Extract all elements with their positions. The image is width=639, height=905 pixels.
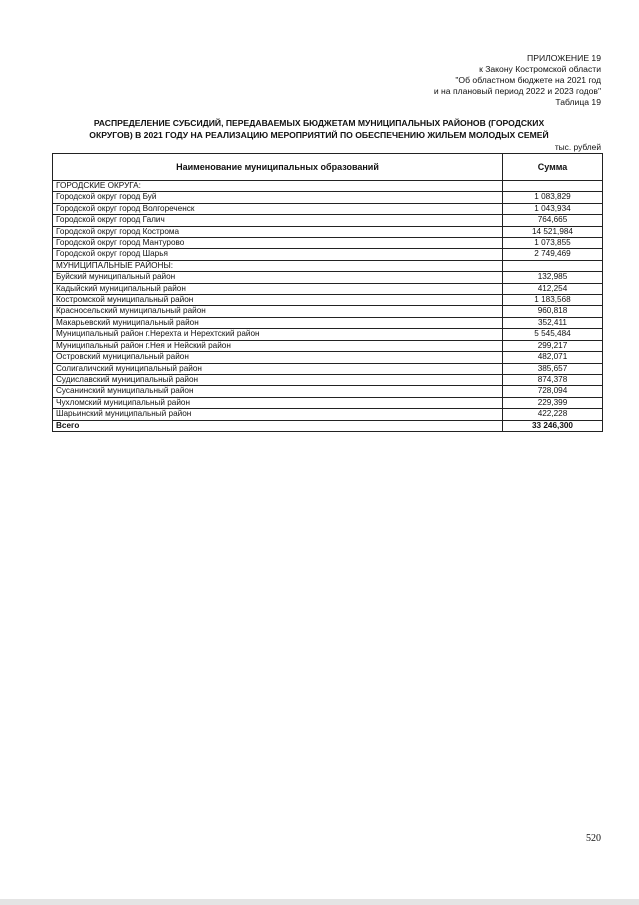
table-row [53, 374, 603, 385]
table-row [53, 181, 603, 192]
row-sum: 2 749,469 [503, 249, 603, 260]
appendix-line: "Об областном бюджете на 2021 год [455, 75, 601, 85]
units-label: тыс. рублей [554, 142, 601, 152]
row-name: Островский муниципальный район [53, 352, 503, 363]
total-label: Всего [53, 420, 503, 431]
row-sum: 422,228 [503, 409, 603, 420]
row-sum: 960,818 [503, 306, 603, 317]
row-sum [503, 260, 603, 271]
total-row [53, 420, 603, 431]
row-name: Макарьевский муниципальный район [53, 317, 503, 328]
row-sum: 1 073,855 [503, 238, 603, 249]
appendix-header [434, 53, 601, 108]
table-row [53, 260, 603, 271]
table-row [53, 295, 603, 306]
table-row [53, 192, 603, 203]
title-line-2: ОКРУГОВ) В 2021 ГОДУ НА РЕАЛИЗАЦИЮ МЕРОПРИЯТИЙ ПО ОБЕСПЕЧЕНИЮ ЖИЛЬЕМ МОЛОДЫХ СЕМЕЙ [89, 129, 549, 140]
row-name: Городской округ город Мантурово [53, 238, 503, 249]
row-sum: 352,411 [503, 317, 603, 328]
table-header-row [53, 154, 603, 181]
row-sum: 1 083,829 [503, 192, 603, 203]
row-name: Кадыйский муниципальный район [53, 283, 503, 294]
row-name: Костромской муниципальный район [53, 295, 503, 306]
row-sum: 482,071 [503, 352, 603, 363]
row-name: Судиславский муниципальный район [53, 374, 503, 385]
row-sum: 1 183,568 [503, 295, 603, 306]
table-row [53, 215, 603, 226]
row-sum: 1 043,934 [503, 203, 603, 214]
row-name: Городской округ город Шарья [53, 249, 503, 260]
row-sum: 874,378 [503, 374, 603, 385]
table-row [53, 283, 603, 294]
row-name: Сусанинский муниципальный район [53, 386, 503, 397]
table-body [53, 181, 603, 421]
table-row [53, 397, 603, 408]
header-sum: Сумма [503, 154, 603, 181]
page-number: 520 [586, 833, 601, 844]
row-name: Буйский муниципальный район [53, 272, 503, 283]
row-name: Шарьинский муниципальный район [53, 409, 503, 420]
title-line-1: РАСПРЕДЕЛЕНИЕ СУБСИДИЙ, ПЕРЕДАВАЕМЫХ БЮДЖЕТАМ МУНИЦИПАЛЬНЫХ РАЙОНОВ (ГОРОДСКИХ [93, 118, 545, 128]
row-sum: 14 521,984 [503, 226, 603, 237]
row-name: ГОРОДСКИЕ ОКРУГА: [53, 181, 503, 192]
row-sum: 229,399 [503, 397, 603, 408]
document-title [50, 118, 588, 141]
table-row [53, 272, 603, 283]
table-row [53, 203, 603, 214]
table-row [53, 340, 603, 351]
row-name: Муниципальный район г.Нерехта и Нерехтский район [53, 329, 503, 340]
row-name: МУНИЦИПАЛЬНЫЕ РАЙОНЫ: [53, 260, 503, 271]
table-row [53, 306, 603, 317]
row-name: Городской округ город Галич [53, 215, 503, 226]
row-sum: 5 545,484 [503, 329, 603, 340]
total-sum: 33 246,300 [503, 420, 603, 431]
appendix-line: и на плановый период 2022 и 2023 годов" [433, 86, 601, 96]
appendix-line: к Закону Костромской области [479, 64, 601, 74]
row-sum: 764,665 [503, 215, 603, 226]
table-row [53, 409, 603, 420]
table-row [53, 226, 603, 237]
appendix-line: ПРИЛОЖЕНИЕ 19 [527, 53, 601, 63]
row-name: Городской округ город Буй [53, 192, 503, 203]
table-row [53, 352, 603, 363]
subsidy-table [52, 153, 603, 432]
row-sum: 728,094 [503, 386, 603, 397]
table-row [53, 249, 603, 260]
row-name: Городской округ город Волгореченск [53, 203, 503, 214]
row-sum: 412,254 [503, 283, 603, 294]
row-sum: 132,985 [503, 272, 603, 283]
table-row [53, 317, 603, 328]
table-row [53, 363, 603, 374]
header-name: Наименование муниципальных образований [53, 154, 503, 181]
table-row [53, 238, 603, 249]
table-row [53, 386, 603, 397]
appendix-line: Таблица 19 [555, 97, 601, 107]
row-name: Солигаличский муниципальный район [53, 363, 503, 374]
row-sum: 299,217 [503, 340, 603, 351]
row-name: Чухломский муниципальный район [53, 397, 503, 408]
row-name: Красносельский муниципальный район [53, 306, 503, 317]
row-sum [503, 181, 603, 192]
row-name: Городской округ город Кострома [53, 226, 503, 237]
row-name: Муниципальный район г.Нея и Нейский район [53, 340, 503, 351]
scan-edge [0, 899, 639, 905]
row-sum: 385,657 [503, 363, 603, 374]
table-row [53, 329, 603, 340]
